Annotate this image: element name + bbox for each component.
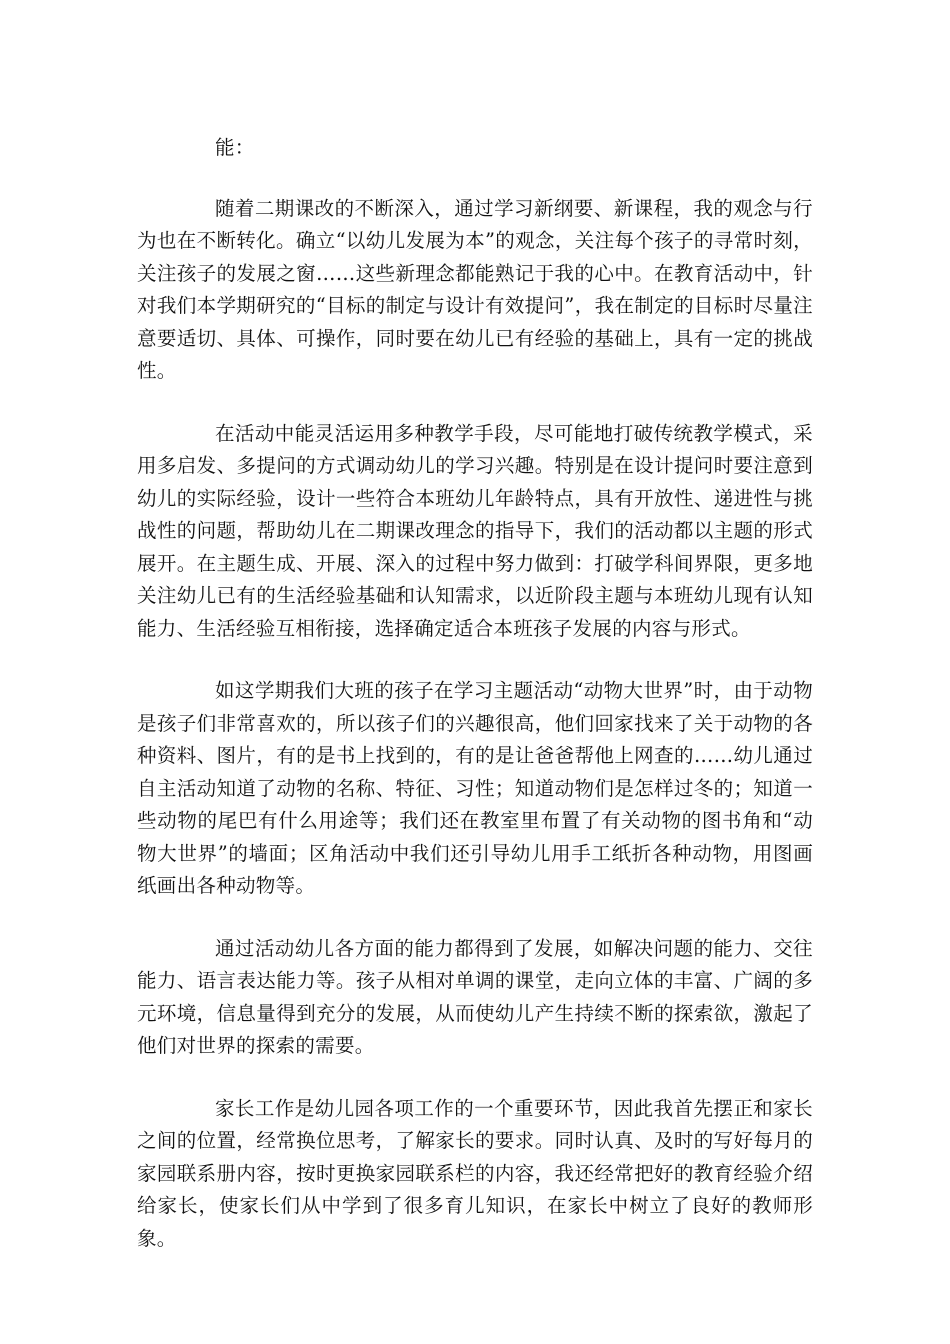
paragraph-abilities-development: 通过活动幼儿各方面的能力都得到了发展，如解决问题的能力、交往能力、语言表达能力等。孩子从相对单调的课堂，走向立体的丰富、广阔的多元环境，信息量得到充分的发展，从而使幼儿产生持续不断的探索欲，激起了他们对世界的探索的需要。 <box>137 936 813 1057</box>
paragraph-parent-work: 家长工作是幼儿园各项工作的一个重要环节，因此我首先摆正和家长之间的位置，经常换位思考，了解家长的要求。同时认真、及时的写好每月的家园联系册内容，按时更换家园联系栏的内容，我还经常把好的教育经验介绍给家长，使家长们从中学到了很多育儿知识，在家长中树立了良好的教师形象。 <box>137 1096 813 1250</box>
paragraph-animal-theme: 如这学期我们大班的孩子在学习主题活动“动物大世界”时，由于动物是孩子们非常喜欢的，所以孩子们的兴趣很高，他们回家找来了关于动物的各种资料、图片，有的是书上找到的，有的是让爸爸帮他上网查的……幼儿通过自主活动知道了动物的名称、特征、习性；知道动物们是怎样过冬的；知道一些动物的尾巴有什么用途等；我们还在教室里布置了有关动物的图书角和“动物大世界”的墙面；区角活动中我们还引导幼儿用手工纸折各种动物，用图画纸画出各种动物等。 <box>137 679 813 897</box>
paragraph-fragment: 能： <box>215 136 255 159</box>
document-body <box>137 132 813 1285</box>
paragraph-teaching-methods: 在活动中能灵活运用多种教学手段，尽可能地打破传统教学模式，采用多启发、多提问的方式调动幼儿的学习兴趣。特别是在设计提问时要注意到幼儿的实际经验，设计一些符合本班幼儿年龄特点，具有开放性、递进性与挑战性的问题，帮助幼儿在二期课改理念的指导下，我们的活动都以主题的形式展开。在主题生成、开展、深入的过程中努力做到：打破学科间界限，更多地关注幼儿已有的生活经验基础和认知需求，以近阶段主题与本班幼儿现有认知能力、生活经验互相衔接，选择确定适合本班孩子发展的内容与形式。 <box>137 421 813 640</box>
paragraph-concept-change: 随着二期课改的不断深入，通过学习新纲要、新课程，我的观念与行为也在不断转化。确立“以幼儿发展为本”的观念，关注每个孩子的寻常时刻，关注孩子的发展之窗……这些新理念都能熟记于我的心中。在教育活动中，针对我们本学期研究的“目标的制定与设计有效提问”，我在制定的目标时尽量注意要适切、具体、可操作，同时要在幼儿已有经验的基础上，具有一定的挑战性。 <box>137 196 813 382</box>
